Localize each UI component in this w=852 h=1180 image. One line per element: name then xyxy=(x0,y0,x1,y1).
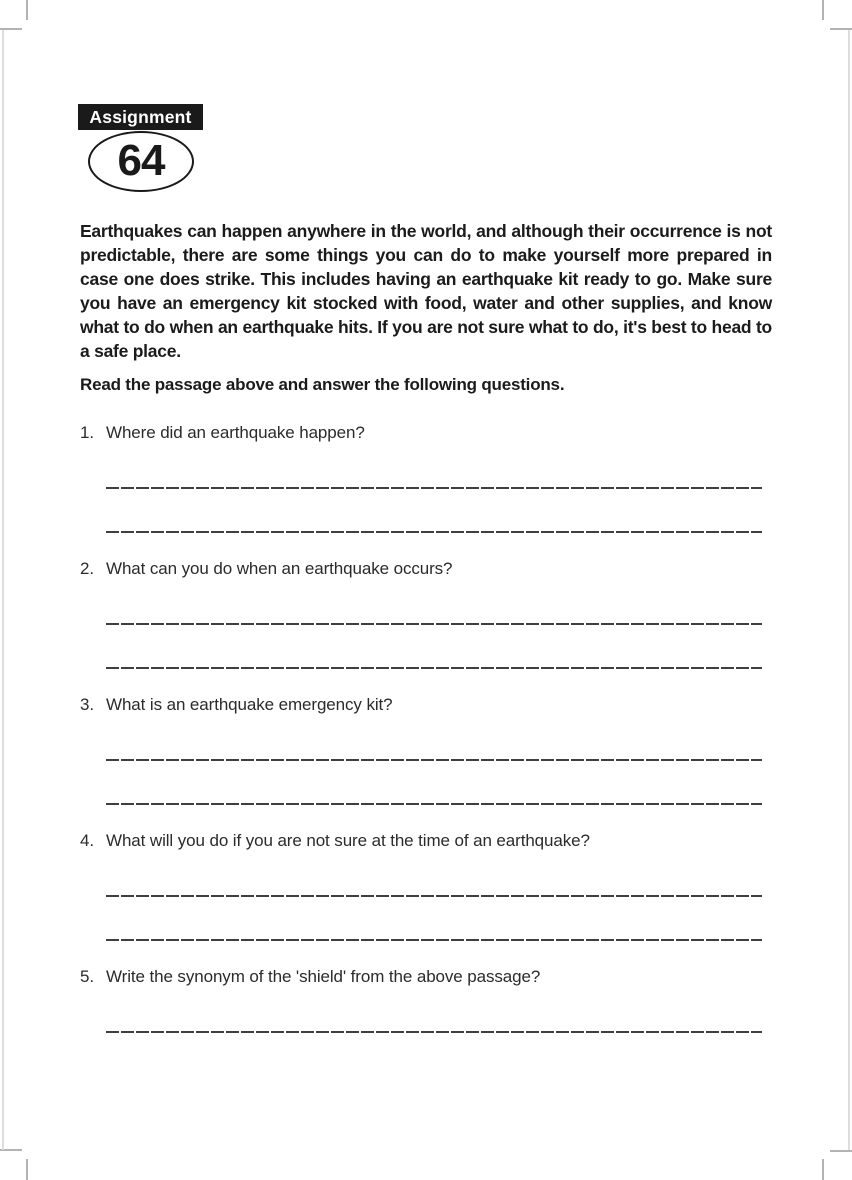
question-text: What is an earthquake emergency kit? xyxy=(106,695,393,714)
question-number: 3. xyxy=(80,695,94,714)
question-number: 1. xyxy=(80,423,94,442)
question-item xyxy=(80,557,772,669)
question-text: What can you do when an earthquake occurs? xyxy=(106,559,453,578)
answer-line[interactable] xyxy=(106,531,762,533)
answer-line[interactable] xyxy=(106,667,762,669)
question-row xyxy=(80,421,772,445)
crop-mark-top-right-vertical xyxy=(822,0,824,20)
question-number: 4. xyxy=(80,831,94,850)
answer-line[interactable] xyxy=(106,1031,762,1033)
crop-mark-top-left-vertical xyxy=(26,0,28,20)
question-number: 5. xyxy=(80,967,94,986)
answer-line[interactable] xyxy=(106,759,762,761)
answer-line[interactable] xyxy=(106,939,762,941)
answer-line[interactable] xyxy=(106,803,762,805)
question-item xyxy=(80,693,772,805)
question-item xyxy=(80,421,772,533)
question-row xyxy=(80,829,772,853)
passage-text: Earthquakes can happen anywhere in the world, and although their occurrence is not predictable, there are some things you can do to make yourself more prepared in case one does strike. This includes having an earthquake kit ready to go. Make sure you have an emergency kit stocked with food, water and other supplies, and know what to do when an earthquake hits. If you are not sure what to do, it's best to head to a safe place. xyxy=(80,221,772,361)
question-row xyxy=(80,693,772,717)
question-text: Write the synonym of the 'shield' from the above passage? xyxy=(106,967,541,986)
question-row xyxy=(80,965,772,989)
question-row xyxy=(80,557,772,581)
answer-line[interactable] xyxy=(106,487,762,489)
instruction-text: Read the passage above and answer the following questions. xyxy=(80,375,565,394)
assignment-number: 64 xyxy=(117,135,165,185)
crop-mark-bottom-left-vertical xyxy=(26,1159,28,1180)
question-item xyxy=(80,829,772,941)
question-text: Where did an earthquake happen? xyxy=(106,423,365,442)
page-edge-line-left xyxy=(2,30,4,1150)
questions-list xyxy=(80,421,772,1033)
question-item xyxy=(80,965,772,1033)
answer-line[interactable] xyxy=(106,895,762,897)
assignment-label: Assignment xyxy=(78,104,203,130)
page-edge-line-right xyxy=(848,30,850,1150)
worksheet-content xyxy=(80,219,772,1033)
crop-mark-bottom-right-vertical xyxy=(822,1159,824,1180)
answer-line[interactable] xyxy=(106,623,762,625)
crop-mark-bottom-right-horizontal xyxy=(830,1150,852,1152)
question-number: 2. xyxy=(80,559,94,578)
assignment-number-badge xyxy=(88,131,194,192)
question-text: What will you do if you are not sure at the time of an earthquake? xyxy=(106,831,590,850)
